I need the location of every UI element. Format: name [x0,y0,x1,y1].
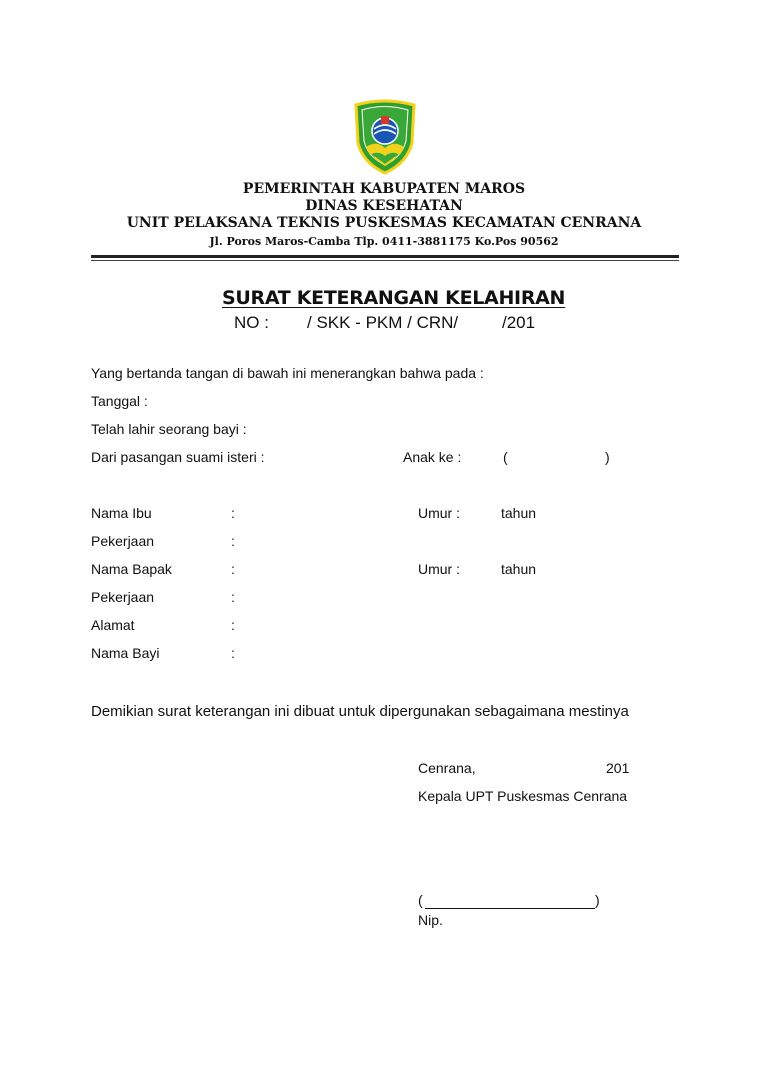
kabupaten-maros-emblem-icon [352,99,418,175]
father-age-label: Umur : [418,561,460,577]
letterhead-government: PEMERINTAH KABUPATEN MAROS [242,181,526,197]
signature-place: Cenrana, [418,760,476,776]
baby-name-colon: : [231,645,235,661]
father-occupation-colon: : [231,589,235,605]
father-age-unit: tahun [501,561,537,577]
mother-age-label: Umur : [418,505,460,521]
father-name-colon: : [231,561,235,577]
address-label: Alamat [91,617,135,633]
letterhead-unit: UNIT PELAKSANA TEKNIS PUSKESMAS KECAMATAN CENRANA [126,215,642,231]
mother-age-unit: tahun [501,505,537,521]
letterhead-divider-thin [91,260,679,261]
signature-year: 201 [606,760,630,776]
parents-label: Dari pasangan suami isteri : [91,449,265,465]
number-year: /201 [502,313,536,332]
letterhead-address: Jl. Poros Maros-Camba Tlp. 0411-3881175 Ko.Pos 90562 [209,235,559,248]
mother-name-label: Nama Ibu [91,505,152,521]
child-order-paren-close: ) [605,449,610,465]
signature-nip: Nip. [418,912,443,928]
date-label: Tanggal : [91,393,148,409]
letterhead-divider-thick [91,255,679,258]
number-code: / SKK - PKM / CRN/ [307,313,459,332]
baby-name-label: Nama Bayi [91,645,160,661]
father-name-label: Nama Bapak [91,561,172,577]
mother-name-colon: : [231,505,235,521]
intro-text: Yang bertanda tangan di bawah ini menerangkan bahwa pada : [91,365,484,381]
document-title: SURAT KETERANGAN KELAHIRAN [222,287,566,309]
mother-occupation-colon: : [231,533,235,549]
signature-line [425,908,595,909]
address-colon: : [231,617,235,633]
born-label: Telah lahir seorang bayi : [91,421,247,437]
number-label: NO : [234,313,269,332]
signature-paren-open: ( [418,892,423,908]
letterhead-department: DINAS KESEHATAN [305,198,463,214]
closing-statement: Demikian surat keterangan ini dibuat untuk dipergunakan sebagaimana mestinya [91,703,629,720]
mother-occupation-label: Pekerjaan [91,533,155,549]
child-order-paren-open: ( [503,449,508,465]
signature-paren-close: ) [595,892,600,908]
signature-position: Kepala UPT Puskesmas Cenrana [418,788,628,804]
child-order-label: Anak ke : [403,449,462,465]
father-occupation-label: Pekerjaan [91,589,155,605]
